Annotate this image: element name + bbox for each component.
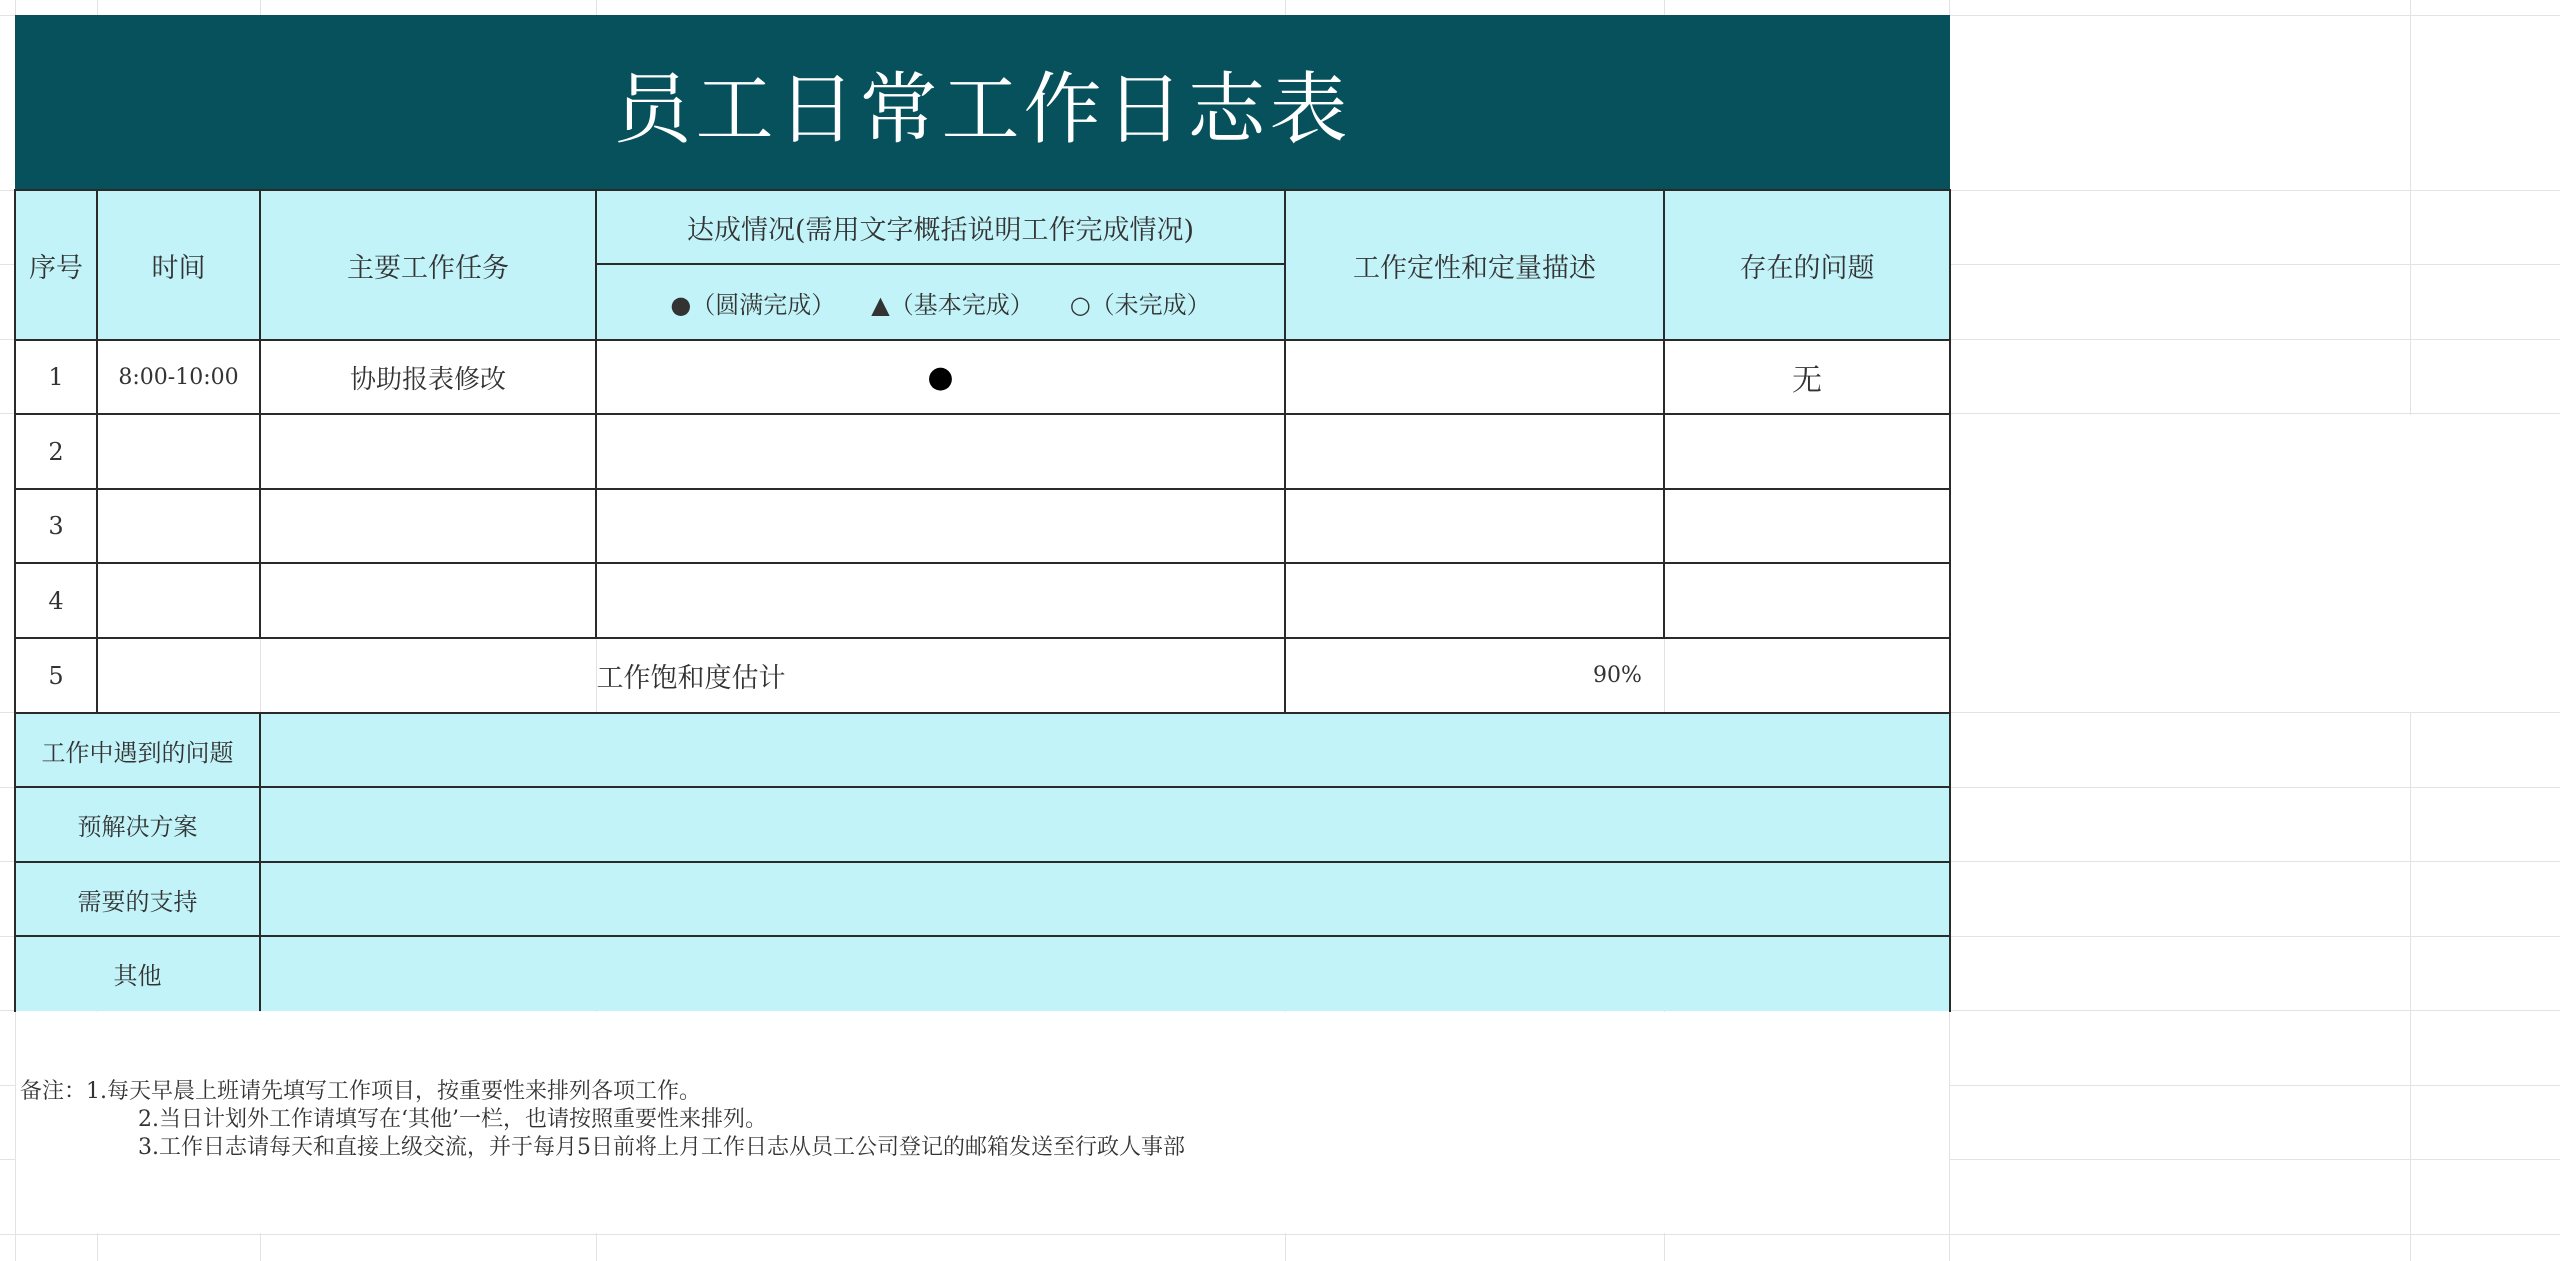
- row-description[interactable]: [1285, 489, 1664, 563]
- header-time: 时间: [97, 190, 260, 340]
- row-task[interactable]: [260, 489, 596, 563]
- row-status[interactable]: [596, 563, 1285, 638]
- row-issue[interactable]: [1664, 563, 1950, 638]
- note-line-1: 备注：1.每天早晨上班请先填写工作项目，按重要性来排列各项工作。: [20, 1079, 701, 1104]
- header-index: 序号: [15, 190, 97, 340]
- row-issue[interactable]: 无: [1792, 363, 1822, 398]
- row-status[interactable]: ●: [927, 359, 954, 395]
- legend-none: ○（未完成）: [1069, 290, 1211, 319]
- saturation-index[interactable]: 5: [48, 661, 64, 690]
- note-line-2: 2.当日计划外工作请填写在‘其他’一栏，也请按照重要性来排列。: [138, 1107, 767, 1132]
- header-achievement: 达成情况(需用文字概括说明工作完成情况): [596, 190, 1285, 264]
- row-task[interactable]: [260, 563, 596, 638]
- row-description[interactable]: [1285, 563, 1664, 638]
- row-description[interactable]: [1285, 414, 1664, 489]
- row-index[interactable]: 1: [48, 363, 64, 391]
- row-index[interactable]: 4: [48, 586, 64, 615]
- section-problems-label: 工作中遇到的问题: [15, 713, 260, 787]
- row-time[interactable]: 8:00-10:00: [118, 364, 239, 390]
- row-description[interactable]: [1285, 340, 1664, 414]
- blank-area: [1951, 415, 2560, 712]
- row-task[interactable]: 协助报表修改: [349, 364, 506, 395]
- section-other-label: 其他: [15, 936, 260, 1011]
- header-issues: 存在的问题: [1664, 190, 1950, 340]
- saturation-value[interactable]: 90%: [1593, 663, 1642, 688]
- note-line-3: 3.工作日志请每天和直接上级交流，并于每月5日前将上月工作日志从员工公司登记的邮箱发送至行政人事部: [138, 1135, 1185, 1160]
- row-time[interactable]: [97, 414, 260, 489]
- section-support-field[interactable]: [260, 862, 1950, 936]
- section-support-label: 需要的支持: [15, 862, 260, 936]
- row-index[interactable]: 2: [48, 437, 64, 466]
- section-solutions-field[interactable]: [260, 787, 1950, 862]
- row-task[interactable]: [260, 414, 596, 489]
- header-task: 主要工作任务: [260, 190, 596, 340]
- row-index[interactable]: 3: [48, 512, 64, 540]
- section-other-field[interactable]: [260, 936, 1950, 1011]
- section-problems-field[interactable]: [260, 713, 1950, 787]
- row-issue[interactable]: [1664, 489, 1950, 563]
- page-title: 员工日常工作日志表: [15, 15, 1950, 191]
- legend-full: ●（圆满完成）: [670, 290, 836, 319]
- row-issue[interactable]: [1664, 414, 1950, 489]
- header-description: 工作定性和定量描述: [1285, 190, 1664, 340]
- achievement-legend: [596, 264, 1285, 340]
- notes: [20, 1078, 1185, 1162]
- row-time[interactable]: [97, 489, 260, 563]
- row-status[interactable]: [596, 414, 1285, 489]
- row-status[interactable]: [596, 489, 1285, 563]
- section-solutions-label: 预解决方案: [15, 787, 260, 862]
- row-time[interactable]: [97, 563, 260, 638]
- saturation-label: 工作饱和度估计: [596, 663, 786, 694]
- legend-basic: ▲（基本完成）: [871, 290, 1034, 319]
